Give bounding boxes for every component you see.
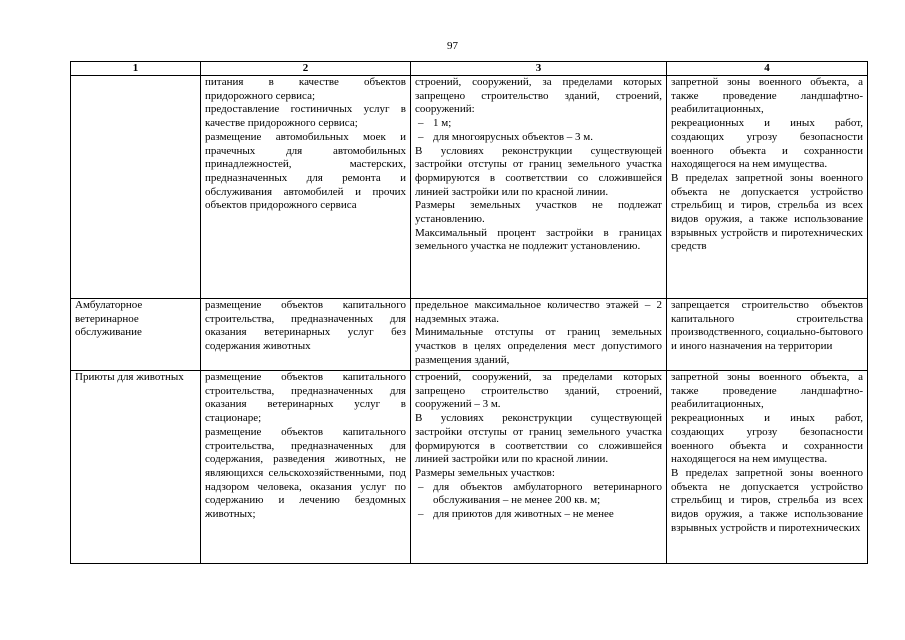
restrictions-paragraph: В пределах запретной зоны военного объекта не допускается устройство стрельбищ и тиров, стрельба из всех видов оружия, а также использование взрывных устройств и пиротехнических средств [671,171,863,253]
description-paragraph: размещение объектов капитального строительства, предназначенных для оказания ветеринарных услуг в стационаре; [205,371,406,425]
column-header-4: 4 [667,62,868,76]
table-row [71,299,868,371]
column-header-1: 1 [71,62,201,76]
restrictions-paragraph: рекреационных и иных работ, создающих угрозу безопасности военного объекта и сохранности находящегося на нем имущества. [671,117,863,171]
use-name-cell [71,371,201,564]
table-row [71,76,868,299]
parameters-cell [411,371,667,564]
parameters-paragraph: Размеры земельных участков: [415,466,555,479]
use-name-cell [71,76,201,299]
column-header-2: 2 [201,62,411,76]
list-item: – для многоярусных объектов – 3 м. [415,131,662,145]
regulations-table [70,61,868,564]
description-paragraph: размещение объектов капитального строительства, предназначенных для содержания, разведения животных, не являющихся сельскохозяйственными, под надзором человека, оказания услуг по содержанию и лечению бездомных животных; [205,425,406,521]
page-number: 97 [447,40,458,52]
header-row [71,62,868,76]
list-item: – для приютов для животных – не менее [415,508,662,522]
parameters-list [415,117,662,144]
parameters-paragraph: В условиях реконструкции существующей застройки отступы от границ земельного участка формируются в соответствии со сложившейся линией застройки или по красной линии. [415,144,662,198]
description-paragraph: предоставление гостиничных услуг в качестве придорожного сервиса; [205,103,406,130]
restrictions-paragraph: В пределах запретной зоны военного объекта не допускается устройство стрельбищ и тиров, стрельба из всех видов оружия, а также использование взрывных устройств и пиротехнических [671,466,863,534]
parameters-paragraph: Минимальные отступы от границ земельных участков в целях определения мест допустимого размещения зданий, [415,326,662,366]
description-cell [201,76,411,299]
restrictions-paragraph: запретной зоны военного объекта, а также проведение ландшафтно-реабилитационных, [671,371,863,411]
column-header-3: 3 [411,62,667,76]
restrictions-paragraph: запрещается строительство объектов капитального строительства производственного, социально-бытового и иного назначения на территории [671,299,863,353]
description-paragraph: размещение автомобильных моек и прачечных для автомобильных принадлежностей, мастерских, предназначенных для ремонта и обслуживания автомобилей и прочих объектов придорожного сервиса [205,130,406,212]
parameters-intro: строений, сооружений, за пределами которых запрещено строительство зданий, строений, сооружений – 3 м. [415,371,662,411]
restrictions-cell [667,299,868,371]
use-name-cell [71,299,201,371]
use-name: Амбулаторное ветеринарное обслуживание [75,299,143,339]
description-paragraph: питания в качестве объектов придорожного сервиса; [205,76,406,102]
restrictions-paragraph: запретной зоны военного объекта, а также проведение ландшафтно-реабилитационных, [671,76,863,116]
restrictions-paragraph: рекреационных и иных работ, создающих угрозу безопасности военного объекта и сохранности находящегося на нем имущества. [671,412,863,466]
parameters-cell [411,299,667,371]
restrictions-cell [667,371,868,564]
list-item: – 1 м; [415,117,662,131]
parameters-paragraph: Размеры земельных участков не подлежат установлению. [415,199,662,226]
parameters-paragraph: Максимальный процент застройки в границах земельного участка не подлежит установлению. [415,226,662,253]
use-name: Приюты для животных [75,371,184,383]
parameters-paragraph: В условиях реконструкции существующей застройки отступы от границ земельного участка формируются в соответствии со сложившейся линией застройки или по красной линии. [415,412,662,466]
description-paragraph: размещение объектов капитального строительства, предназначенных для оказания ветеринарных услуг без содержания животных [205,299,406,353]
table-row [71,371,868,564]
description-cell [201,299,411,371]
parameters-intro: предельное максимальное количество этажей – 2 надземных этажа. [415,299,662,325]
parameters-intro: строений, сооружений, за пределами которых запрещено строительство зданий, строений, сооружений: [415,76,662,116]
list-item: – для объектов амбулаторного ветеринарного обслуживания – не менее 200 кв. м; [415,481,662,508]
parameters-list [415,481,662,522]
restrictions-cell [667,76,868,299]
parameters-cell [411,76,667,299]
description-cell [201,371,411,564]
